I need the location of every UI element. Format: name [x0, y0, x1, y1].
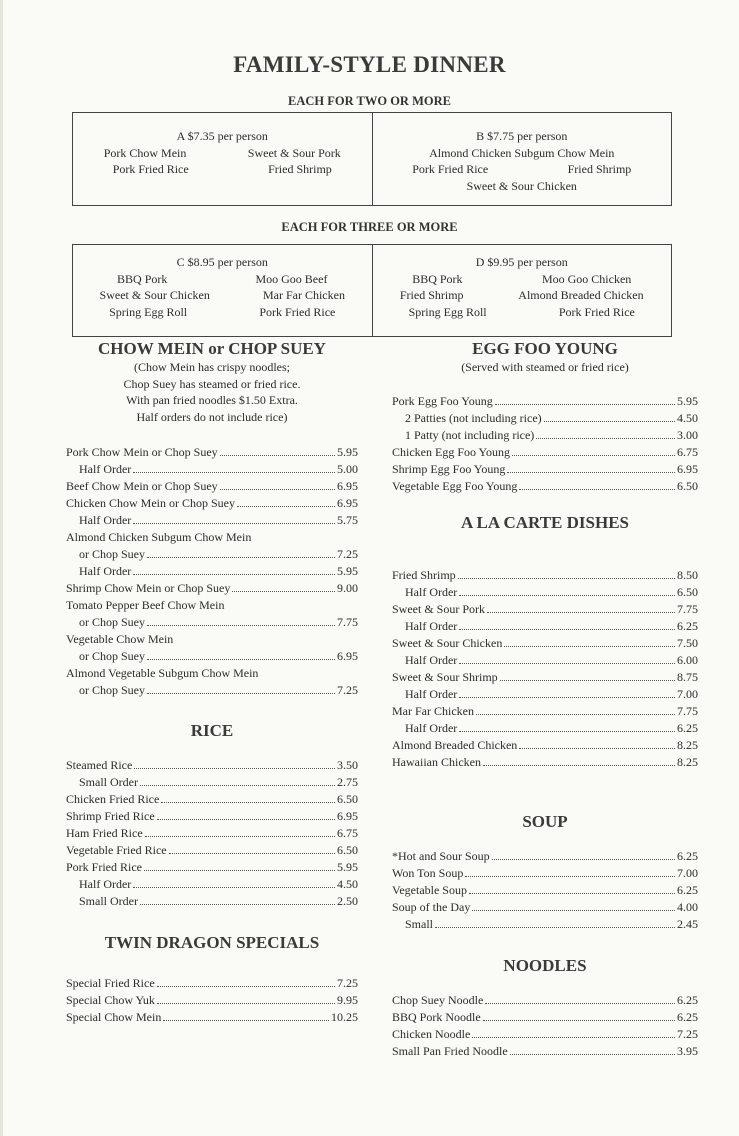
rice-list — [66, 756, 358, 909]
menu-item-price: 8.50 — [677, 568, 698, 582]
menu-item-price: 2.75 — [337, 775, 358, 789]
menu-item — [392, 668, 698, 685]
menu-item — [392, 392, 698, 409]
menu-item-name: Half Order — [79, 877, 132, 891]
menu-item-price: 6.95 — [337, 649, 358, 663]
menu-item — [392, 736, 698, 753]
dot-leader — [495, 404, 675, 405]
menu-item-name: Chop Suey Noodle — [392, 993, 484, 1007]
soup-title: SOUP — [522, 812, 568, 831]
dot-leader — [220, 489, 335, 490]
dot-leader — [519, 489, 675, 490]
page-edge — [0, 0, 3, 1136]
dot-leader — [133, 887, 335, 888]
dinner-c-header: C $8.95 per person — [176, 255, 268, 269]
menu-item-name: or Chop Suey — [79, 683, 145, 697]
menu-item — [66, 824, 358, 841]
dot-leader — [144, 870, 335, 871]
menu-item-name: Vegetable Soup — [392, 883, 467, 897]
menu-item-price: 5.75 — [337, 513, 358, 527]
menu-item-name: Special Fried Rice — [66, 976, 155, 990]
menu-item-price: 7.75 — [337, 615, 358, 629]
dot-leader — [169, 853, 335, 854]
dot-leader — [157, 819, 335, 820]
menu-item — [392, 847, 698, 864]
dot-leader — [500, 680, 675, 681]
menu-item-name: Won Ton Soup — [392, 866, 464, 880]
menu-item — [66, 756, 358, 773]
menu-item-name: Hawaiian Chicken — [392, 755, 481, 769]
dinner-b-item: Sweet & Sour Chicken — [466, 178, 577, 193]
menu-item-name: Sweet & Sour Chicken — [392, 636, 503, 650]
menu-item-price: 6.50 — [677, 479, 698, 493]
menu-item-price: 10.25 — [331, 1010, 358, 1024]
dot-leader — [220, 455, 335, 456]
dot-leader — [459, 629, 675, 630]
menu-item-price: 7.25 — [677, 1027, 698, 1041]
menu-item-price: 7.75 — [677, 704, 698, 718]
menu-item-name: Sweet & Sour Shrimp — [392, 670, 498, 684]
menu-item-name: Almond Vegetable Subgum Chow Mein — [66, 666, 259, 680]
menu-item — [66, 647, 358, 664]
menu-item — [66, 511, 358, 528]
menu-item-name: Fried Shrimp — [392, 568, 456, 582]
chow-mein-title: CHOW MEIN or CHOP SUEY — [98, 339, 326, 358]
menu-item-price: 6.25 — [677, 849, 698, 863]
dot-leader — [157, 1003, 335, 1004]
note-line: (Chow Mein has crispy noodles; — [134, 360, 290, 374]
menu-item-name: or Chop Suey — [79, 615, 145, 629]
dot-leader — [483, 765, 675, 766]
menu-item — [392, 702, 698, 719]
dinner-c-item: Moo Goo Beef — [255, 271, 328, 286]
dot-leader — [492, 859, 675, 860]
menu-item-name: Chicken Chow Mein or Chop Suey — [66, 496, 235, 510]
dot-leader — [147, 557, 335, 558]
menu-item-name: or Chop Suey — [79, 649, 145, 663]
menu-item-price: 9.95 — [337, 993, 358, 1007]
specials-title: TWIN DRAGON SPECIALS — [104, 933, 320, 952]
menu-item — [392, 651, 698, 668]
a-la-carte-title: A LA CARTE DISHES — [460, 513, 630, 532]
menu-item — [392, 915, 698, 932]
menu-item-name: Pork Chow Mein or Chop Suey — [66, 445, 218, 459]
menu-item-name: *Hot and Sour Soup — [392, 849, 490, 863]
menu-item — [392, 460, 698, 477]
menu-item — [66, 790, 358, 807]
dinner-a-item: Fried Shrimp — [268, 162, 332, 176]
menu-item-name: Vegetable Egg Foo Young — [392, 479, 518, 493]
dinner-b-item: Pork Fried Rice — [412, 162, 489, 176]
menu-item-price: 6.50 — [677, 585, 698, 599]
dinner-d — [372, 245, 672, 336]
dot-leader — [133, 472, 335, 473]
dinner-box-two — [72, 112, 672, 206]
menu-item — [392, 898, 698, 915]
dinner-c-item: Pork Fried Rice — [259, 304, 336, 319]
menu-item-price: 7.75 — [677, 602, 698, 616]
menu-item — [392, 634, 698, 651]
menu-item-price: 2.45 — [677, 917, 698, 931]
dot-leader — [507, 472, 675, 473]
menu-item-price: 7.00 — [677, 687, 698, 701]
dot-leader — [163, 1020, 329, 1021]
menu-item-price: 5.00 — [337, 462, 358, 476]
menu-item — [66, 773, 358, 790]
menu-item-name: or Chop Suey — [79, 547, 145, 561]
menu-item-name: Chicken Noodle — [392, 1027, 471, 1041]
menu-item-price: 6.95 — [677, 462, 698, 476]
dot-leader — [458, 578, 675, 579]
note-line: Chop Suey has steamed or fried rice. — [123, 376, 301, 391]
menu-item-name: BBQ Pork Noodle — [392, 1010, 481, 1024]
menu-item-price: 5.95 — [337, 445, 358, 459]
menu-item — [392, 477, 698, 494]
dot-leader — [161, 802, 335, 803]
menu-item — [392, 1008, 698, 1025]
dinner-d-item: Spring Egg Roll — [408, 304, 487, 319]
menu-item-price: 6.25 — [677, 883, 698, 897]
menu-item-name: Ham Fried Rice — [66, 826, 143, 840]
dinner-a — [73, 113, 372, 205]
soup-list — [392, 847, 698, 932]
dot-leader — [476, 714, 675, 715]
menu-item-name: Soup of the Day — [392, 900, 471, 914]
dot-leader — [157, 986, 335, 987]
egg-foo-young-note: (Served with steamed or fried rice) — [461, 360, 629, 374]
subhead-two-or-more: EACH FOR TWO OR MORE — [288, 94, 451, 108]
menu-item — [392, 583, 698, 600]
menu-item — [392, 566, 698, 583]
menu-item-name: Steamed Rice — [66, 758, 133, 772]
dot-leader — [504, 646, 675, 647]
dinner-d-item: Moo Goo Chicken — [541, 271, 632, 286]
menu-item-name: Almond Breaded Chicken — [392, 738, 518, 752]
menu-item-name: Small Order — [79, 775, 138, 789]
menu-item-name: Shrimp Fried Rice — [66, 809, 155, 823]
dinner-c-row — [73, 304, 372, 321]
dinner-a-item: Pork Fried Rice — [112, 162, 189, 176]
dinner-d-item: Pork Fried Rice — [558, 304, 635, 319]
menu-item — [66, 528, 358, 545]
dot-leader — [133, 523, 335, 524]
menu-item-name: Half Order — [405, 721, 458, 735]
menu-item — [392, 685, 698, 702]
dinner-d-item: Fried Shrimp — [399, 288, 464, 302]
dinner-d-row — [373, 304, 672, 321]
menu-item-price: 6.95 — [337, 496, 358, 510]
menu-item-price: 6.00 — [677, 653, 698, 667]
menu-item-price: 3.00 — [677, 428, 698, 442]
menu-item — [66, 596, 358, 613]
menu-item — [66, 613, 358, 630]
menu-item-name: Chicken Fried Rice — [66, 792, 160, 806]
menu-item — [392, 409, 698, 426]
dot-leader — [140, 904, 335, 905]
menu-item — [392, 881, 698, 898]
menu-item — [392, 719, 698, 736]
menu-item — [392, 617, 698, 634]
menu-item — [66, 858, 358, 875]
menu-item-name: Half Order — [79, 564, 132, 578]
dot-leader — [459, 731, 675, 732]
dinner-a-row — [73, 145, 372, 162]
menu-item-name: Mar Far Chicken — [392, 704, 474, 718]
menu-item-price: 7.50 — [677, 636, 698, 650]
menu-item — [392, 1025, 698, 1042]
note-line: With pan fried noodles $1.50 Extra. — [126, 393, 298, 407]
menu-item-price: 3.50 — [337, 758, 358, 772]
dot-leader — [459, 663, 675, 664]
menu-item-price: 5.95 — [677, 394, 698, 408]
subhead-three-or-more: EACH FOR THREE OR MORE — [281, 220, 458, 234]
menu-item — [392, 753, 698, 770]
menu-item-name: Pork Egg Foo Young — [392, 394, 493, 408]
dot-leader — [147, 625, 335, 626]
note-line: Half orders do not include rice) — [136, 409, 288, 424]
menu-item-price: 7.25 — [337, 547, 358, 561]
menu-item — [392, 600, 698, 617]
dot-leader — [134, 768, 335, 769]
menu-item-price: 5.95 — [337, 564, 358, 578]
menu-item-name: Beef Chow Mein or Chop Suey — [66, 479, 218, 493]
dinner-b-item: Fried Shrimp — [567, 162, 632, 176]
menu-item — [392, 443, 698, 460]
menu-item-name: Pork Fried Rice — [66, 860, 142, 874]
menu-item — [66, 477, 358, 494]
menu-item-price: 6.25 — [677, 721, 698, 735]
dot-leader — [469, 893, 675, 894]
menu-item-name: Sweet & Sour Pork — [392, 602, 485, 616]
dot-leader — [147, 693, 335, 694]
dinner-b-item: Almond Chicken Subgum Chow Mein — [429, 145, 615, 160]
menu-item-price: 5.95 — [337, 860, 358, 874]
dot-leader — [133, 574, 335, 575]
dinner-a-item: Pork Chow Mein — [103, 145, 187, 160]
dinner-c-item: Spring Egg Roll — [109, 304, 188, 319]
menu-item-price: 9.00 — [337, 581, 358, 595]
menu-item-price: 2.50 — [337, 894, 358, 908]
dot-leader — [472, 1037, 675, 1038]
dot-leader — [544, 421, 675, 422]
dinner-c-item: Mar Far Chicken — [262, 288, 345, 302]
menu-item — [66, 875, 358, 892]
menu-item-price: 4.00 — [677, 900, 698, 914]
menu-item — [66, 443, 358, 460]
egg-foo-young-list — [392, 392, 698, 494]
menu-item-name: Shrimp Chow Mein or Chop Suey — [66, 581, 231, 595]
dinner-d-item: BBQ Pork — [412, 271, 463, 286]
menu-item-price: 7.25 — [337, 976, 358, 990]
menu-item — [66, 494, 358, 511]
dinner-box-three — [72, 244, 672, 337]
menu-item-name: Half Order — [405, 585, 458, 599]
a-la-carte-list — [392, 566, 698, 770]
dot-leader — [465, 876, 675, 877]
dinner-c — [73, 245, 372, 336]
dot-leader — [512, 455, 675, 456]
menu-item-price: 6.95 — [337, 479, 358, 493]
menu-item-price: 7.00 — [677, 866, 698, 880]
dinner-c-row — [73, 271, 372, 288]
menu-title: FAMILY-STYLE DINNER — [233, 52, 506, 77]
menu-item — [66, 579, 358, 596]
menu-item-price: 4.50 — [337, 877, 358, 891]
menu-item-name: Small Pan Fried Noodle — [392, 1044, 508, 1058]
menu-item-price: 6.25 — [677, 1010, 698, 1024]
menu-item-price: 3.95 — [677, 1044, 698, 1058]
menu-item-name: Chicken Egg Foo Young — [392, 445, 511, 459]
menu-item-price: 6.25 — [677, 993, 698, 1007]
dot-leader — [510, 1054, 675, 1055]
menu-item-name: Vegetable Fried Rice — [66, 843, 167, 857]
menu-item-price: 6.25 — [677, 619, 698, 633]
specials-list — [66, 974, 358, 1025]
noodles-list — [392, 991, 698, 1059]
menu-item-name: Vegetable Chow Mein — [66, 632, 174, 646]
menu-item — [392, 1042, 698, 1059]
menu-item-name: Small — [405, 917, 434, 931]
dinner-d-item: Almond Breaded Chicken — [518, 288, 644, 302]
dinner-a-row — [73, 161, 372, 178]
menu-item-name: Half Order — [405, 653, 458, 667]
dot-leader — [145, 836, 335, 837]
menu-item — [66, 630, 358, 647]
menu-item-name: Almond Chicken Subgum Chow Mein — [66, 530, 252, 544]
dot-leader — [232, 591, 335, 592]
menu-item — [66, 460, 358, 477]
menu-item — [66, 974, 358, 991]
menu-item-price: 6.75 — [677, 445, 698, 459]
dot-leader — [472, 910, 675, 911]
dot-leader — [536, 438, 675, 439]
menu-item — [66, 991, 358, 1008]
chow-mein-list — [66, 443, 358, 698]
menu-item-name: Special Chow Yuk — [66, 993, 155, 1007]
menu-item-name: 1 Patty (not including rice) — [405, 428, 535, 442]
egg-foo-young-title: EGG FOO YOUNG — [472, 339, 618, 358]
dot-leader — [459, 595, 675, 596]
menu-item — [392, 864, 698, 881]
menu-item-price: 7.25 — [337, 683, 358, 697]
dinner-d-header: D $9.95 per person — [475, 255, 568, 269]
menu-item-price: 8.25 — [677, 755, 698, 769]
menu-item-name: Half Order — [79, 513, 132, 527]
dot-leader — [519, 748, 675, 749]
dinner-a-item: Sweet & Sour Pork — [247, 145, 341, 160]
menu-item-price: 6.50 — [337, 843, 358, 857]
dot-leader — [485, 1003, 675, 1004]
menu-item — [66, 545, 358, 562]
menu-item-name: Small Order — [79, 894, 138, 908]
chow-mein-notes — [66, 359, 358, 425]
menu-item — [66, 562, 358, 579]
dot-leader — [459, 697, 675, 698]
menu-item — [392, 991, 698, 1008]
dot-leader — [435, 927, 675, 928]
menu-item-price: 4.50 — [677, 411, 698, 425]
dot-leader — [147, 659, 335, 660]
menu-item-name: Half Order — [79, 462, 132, 476]
dinner-a-header: A $7.35 per person — [176, 129, 268, 143]
menu-item — [66, 807, 358, 824]
menu-item-name: Half Order — [405, 619, 458, 633]
noodles-title: NOODLES — [503, 956, 587, 975]
dinner-c-item: BBQ Pork — [117, 271, 168, 286]
dinner-c-item: Sweet & Sour Chicken — [99, 288, 210, 302]
menu-item-name: Shrimp Egg Foo Young — [392, 462, 506, 476]
menu-item — [392, 426, 698, 443]
dot-leader — [487, 612, 675, 613]
dinner-d-row — [373, 271, 672, 288]
menu-item — [66, 681, 358, 698]
menu-item — [66, 841, 358, 858]
dinner-b — [372, 113, 672, 205]
dot-leader — [483, 1020, 675, 1021]
dinner-b-row — [373, 161, 672, 178]
menu-item — [66, 892, 358, 909]
menu-item — [66, 1008, 358, 1025]
dot-leader — [140, 785, 335, 786]
menu-item-name: Special Chow Mein — [66, 1010, 162, 1024]
menu-item-name: Half Order — [405, 687, 458, 701]
menu-item-name: Tomato Pepper Beef Chow Mein — [66, 598, 225, 612]
menu-item-price: 6.95 — [337, 809, 358, 823]
menu-item-name: 2 Patties (not including rice) — [405, 411, 542, 425]
dot-leader — [237, 506, 335, 507]
menu-item-price: 6.50 — [337, 792, 358, 806]
menu-item-price: 8.25 — [677, 738, 698, 752]
menu-item-price: 8.75 — [677, 670, 698, 684]
dinner-b-header: B $7.75 per person — [476, 129, 568, 143]
menu-item-price: 6.75 — [337, 826, 358, 840]
dinner-c-row — [73, 287, 372, 304]
menu-item — [66, 664, 358, 681]
rice-title: RICE — [190, 721, 234, 740]
dinner-d-row — [373, 287, 672, 304]
